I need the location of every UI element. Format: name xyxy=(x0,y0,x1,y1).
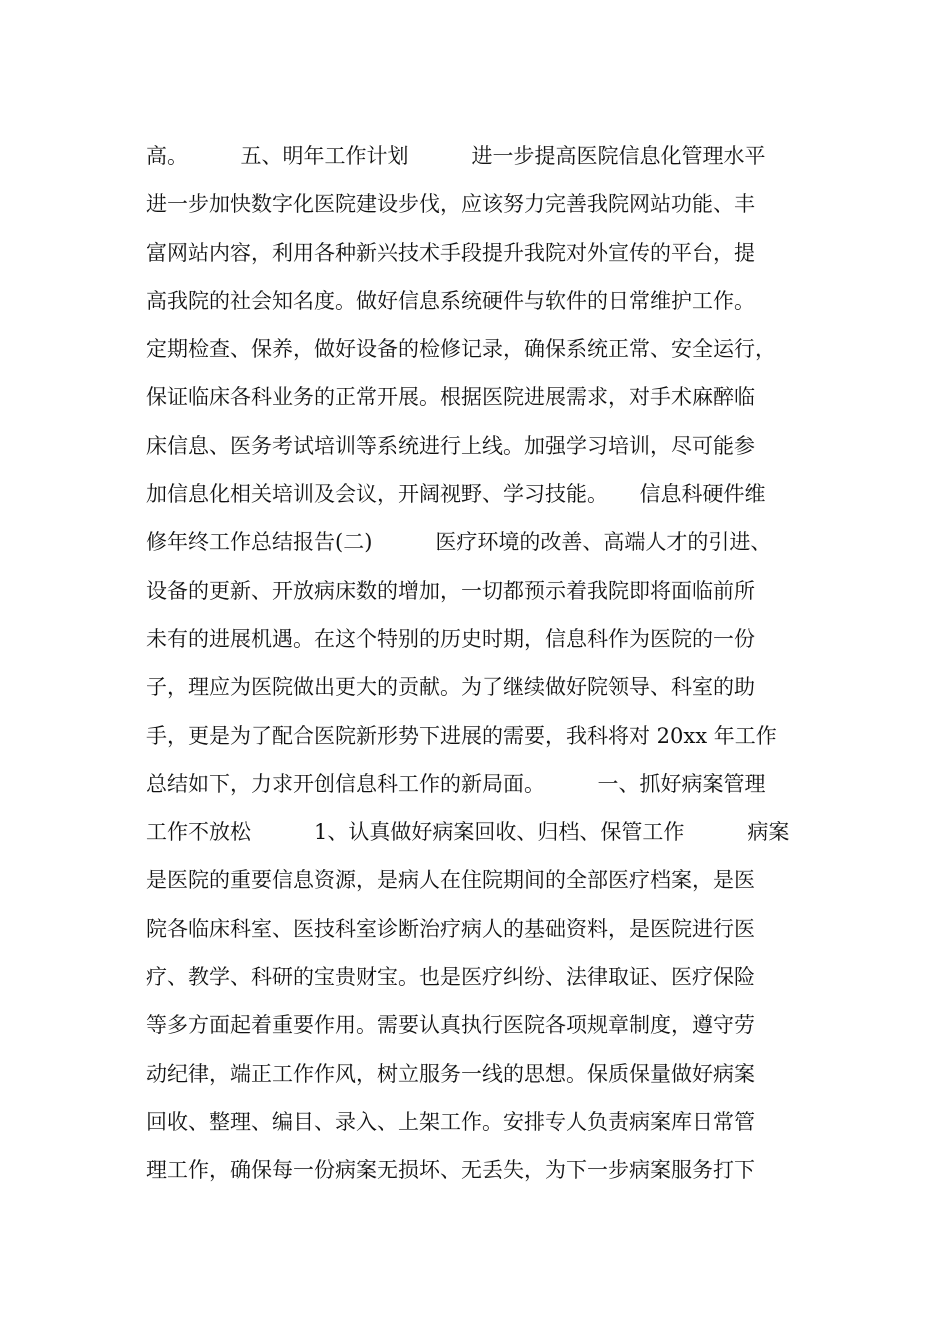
text-line-11: 未有的进展机遇。在这个特别的历史时期，信息科作为医院的一份 xyxy=(146,626,755,651)
text-line-13: 手，更是为了配合医院新形势下进展的需要，我科将对 20xx 年工作 xyxy=(146,723,777,748)
text-line-18: 疗、教学、科研的宝贵财宝。也是医疗纠纷、法律取证、医疗保险 xyxy=(146,965,755,990)
text-line-12: 子，理应为医院做出更大的贡献。为了继续做好院领导、科室的助 xyxy=(146,675,755,700)
text-line-6: 保证临床各科业务的正常开展。根据医院进展需求，对手术麻醉临 xyxy=(146,385,755,410)
text-line-20: 动纪律，端正工作作风，树立服务一线的思想。保质保量做好病案 xyxy=(146,1061,755,1086)
text-line-14: 总结如下，力求开创信息科工作的新局面。 一、抓好病案管理 xyxy=(146,771,766,796)
text-line-19: 等多方面起着重要作用。需要认真执行医院各项规章制度，遵守劳 xyxy=(146,1013,755,1038)
text-line-3: 富网站内容，利用各种新兴技术手段提升我院对外宣传的平台，提 xyxy=(146,240,755,265)
text-line-9: 修年终工作总结报告(二) 医疗环境的改善、高端人才的引进、 xyxy=(146,530,772,555)
text-line-10: 设备的更新、开放病床数的增加，一切都预示着我院即将面临前所 xyxy=(146,578,755,603)
text-line-2: 进一步加快数字化医院建设步伐，应该努力完善我院网站功能、丰 xyxy=(146,192,755,217)
text-line-15: 工作不放松 1、认真做好病案回收、归档、保管工作 病案 xyxy=(146,820,790,845)
text-line-8: 加信息化相关培训及会议，开阔视野、学习技能。 信息科硬件维 xyxy=(146,482,766,507)
text-line-1: 高。 五、明年工作计划 进一步提高医院信息化管理水平 xyxy=(146,144,766,168)
text-line-16: 是医院的重要信息资源，是病人在住院期间的全部医疗档案，是医 xyxy=(146,868,755,893)
body-text xyxy=(146,132,816,1195)
text-line-4: 高我院的社会知名度。做好信息系统硬件与软件的日常维护工作。 xyxy=(146,288,755,313)
text-line-5: 定期检查、保养，做好设备的检修记录，确保系统正常、安全运行， xyxy=(146,337,776,362)
text-line-17: 院各临床科室、医技科室诊断治疗病人的基础资料，是医院进行医 xyxy=(146,916,755,941)
text-line-21: 回收、整理、编目、录入、上架工作。安排专人负责病案库日常管 xyxy=(146,1109,755,1134)
text-line-7: 床信息、医务考试培训等系统进行上线。加强学习培训，尽可能参 xyxy=(146,433,755,458)
text-line-22: 理工作，确保每一份病案无损坏、无丢失，为下一步病案服务打下 xyxy=(146,1158,755,1183)
